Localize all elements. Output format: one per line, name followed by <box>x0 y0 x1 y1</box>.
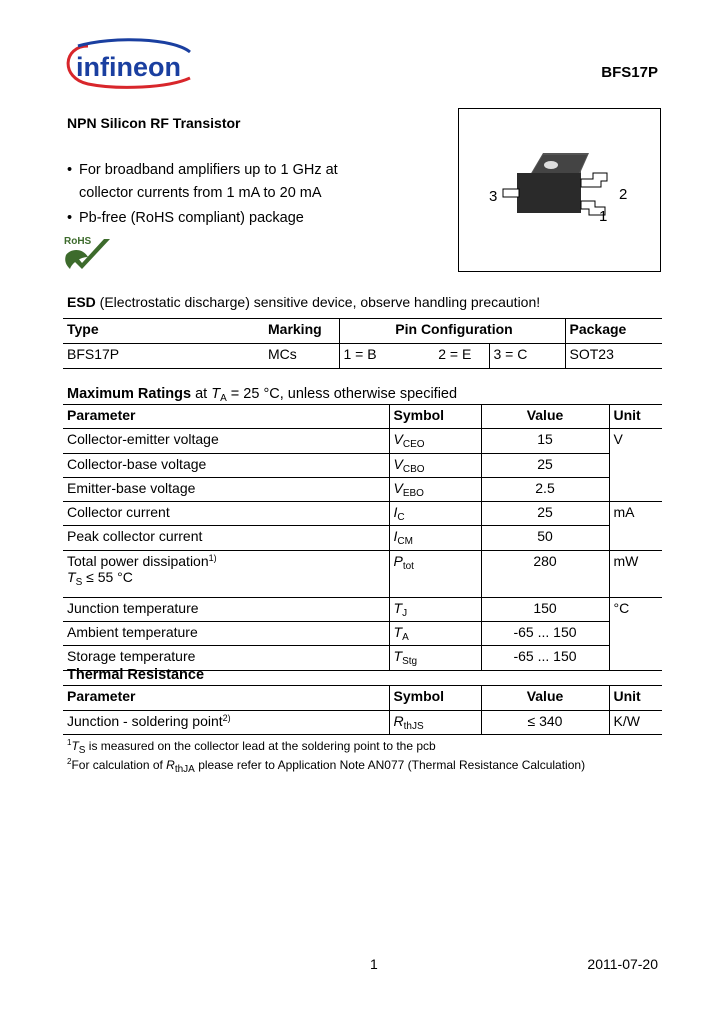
pin-1-label: 1 <box>599 208 608 225</box>
pin-3-label: 3 <box>489 188 498 205</box>
type-table-row: BFS17P MCs 1 = B 2 = E 3 = C SOT23 <box>63 344 662 369</box>
page-number: 1 <box>370 956 378 972</box>
table-row: Emitter-base voltage $V_{EBO}$ 2.5 <box>63 477 662 501</box>
table-row: Collector current $I_C$ 25 mA <box>63 502 662 526</box>
type-table <box>63 318 662 369</box>
device-title: NPN Silicon RF Transistor <box>67 115 241 131</box>
rohs-icon <box>60 233 118 273</box>
thermal-resistance-table <box>63 685 662 735</box>
type-table-header: Type Marking Pin Configuration Package <box>63 319 662 344</box>
part-number-header: BFS17P <box>601 64 658 81</box>
max-ratings-header: Parameter Symbol Value Unit <box>63 405 662 429</box>
table-row: Total power dissipation$^{1)}$ $T_S \le 55$ °C $P_{tot}$ 280 mW <box>63 550 662 597</box>
package-drawing <box>458 108 661 272</box>
document-date: 2011-07-20 <box>587 956 658 972</box>
footnote-1: $^1T_S$ is measured on the collector lead at the soldering point to the pcb <box>67 738 436 756</box>
table-row: Collector-base voltage $V_{CBO}$ 25 <box>63 453 662 477</box>
infineon-logo <box>58 38 198 98</box>
max-ratings-table <box>63 404 662 671</box>
feature-item: • Pb-free (RoHS compliant) package <box>67 210 304 226</box>
table-row: Ambient temperature $T_A$ -65 ... 150 <box>63 622 662 646</box>
thermal-header: Parameter Symbol Value Unit <box>63 686 662 711</box>
table-row: Peak collector current $I_{CM}$ 50 <box>63 526 662 550</box>
feature-item: collector currents from 1 mA to 20 mA <box>79 185 322 201</box>
svg-text:RoHS: RoHS <box>64 236 92 247</box>
brand-name: infineon <box>76 52 181 82</box>
esd-warning: ESD (Electrostatic discharge) sensitive device, observe handling precaution! <box>67 294 541 310</box>
table-row: Collector-emitter voltage $V_{CEO}$ 15 V <box>63 429 662 453</box>
table-row: Storage temperature $T_{Stg}$ -65 ... 150 <box>63 646 662 670</box>
thermal-resistance-title: Thermal Resistance <box>67 667 205 683</box>
pin-2-label: 2 <box>619 186 628 203</box>
feature-item: • For broadband amplifiers up to 1 GHz at <box>67 162 338 178</box>
max-ratings-heading: Maximum Ratings at $T_A = 25$ °C, unless otherwise specified <box>67 386 458 404</box>
table-row: Junction temperature $T_J$ 150 °C <box>63 597 662 621</box>
table-row: Junction - soldering point$^{2)}$ $R_{thJS}$ ≤ 340 K/W <box>63 710 662 735</box>
footnote-2: $^2$For calculation of $R_{thJA}$ please refer to Application Note AN077 (Thermal Resistance Calculation) <box>67 757 586 775</box>
